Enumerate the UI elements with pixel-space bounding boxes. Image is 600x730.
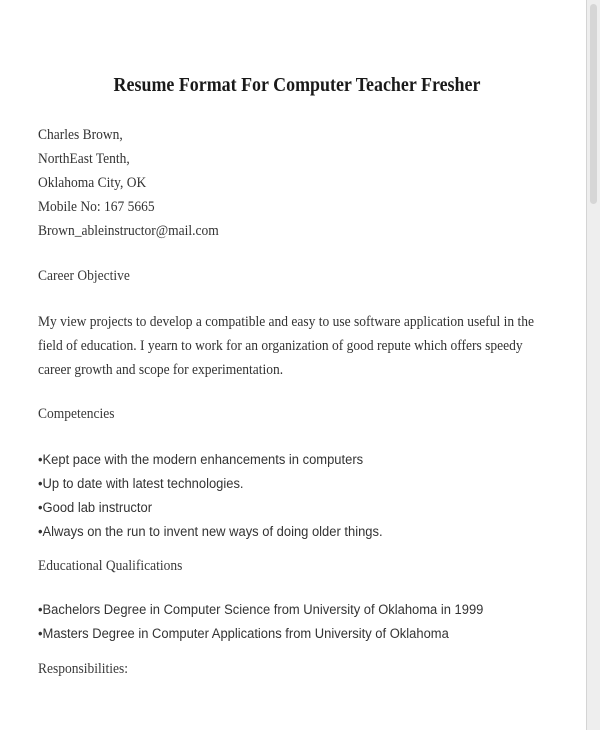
- career-objective-heading: Career Objective: [38, 268, 130, 284]
- contact-email: Brown_ableinstructor@mail.com: [38, 223, 219, 239]
- objective-line: career growth and scope for experimentation.: [38, 362, 284, 378]
- contact-street: NorthEast Tenth,: [38, 151, 130, 167]
- education-item: •Masters Degree in Computer Applications from University of Oklahoma: [38, 626, 449, 641]
- competency-item: •Up to date with latest technologies.: [38, 476, 244, 491]
- contact-mobile: Mobile No: 167 5665: [38, 199, 155, 215]
- contact-name: Charles Brown,: [38, 127, 123, 143]
- scrollbar-thumb[interactable]: [590, 4, 597, 204]
- document-title: Resume Format For Computer Teacher Fresher: [113, 75, 481, 96]
- competency-item: •Good lab instructor: [38, 500, 153, 515]
- contact-city: Oklahoma City, OK: [38, 175, 147, 191]
- objective-line: field of education. I yearn to work for an organization of good repute which offers speedy: [38, 338, 523, 354]
- education-heading: Educational Qualifications: [38, 558, 183, 574]
- competencies-heading: Competencies: [38, 406, 115, 422]
- objective-line: My view projects to develop a compatible and easy to use software application useful in the: [38, 314, 534, 330]
- vertical-scrollbar[interactable]: [587, 0, 600, 730]
- competency-item: •Always on the run to invent new ways of doing older things.: [38, 524, 383, 539]
- competency-item: •Kept pace with the modern enhancements in computers: [38, 452, 364, 467]
- education-item: •Bachelors Degree in Computer Science from University of Oklahoma in 1999: [38, 602, 484, 617]
- responsibilities-heading: Responsibilities:: [38, 661, 129, 677]
